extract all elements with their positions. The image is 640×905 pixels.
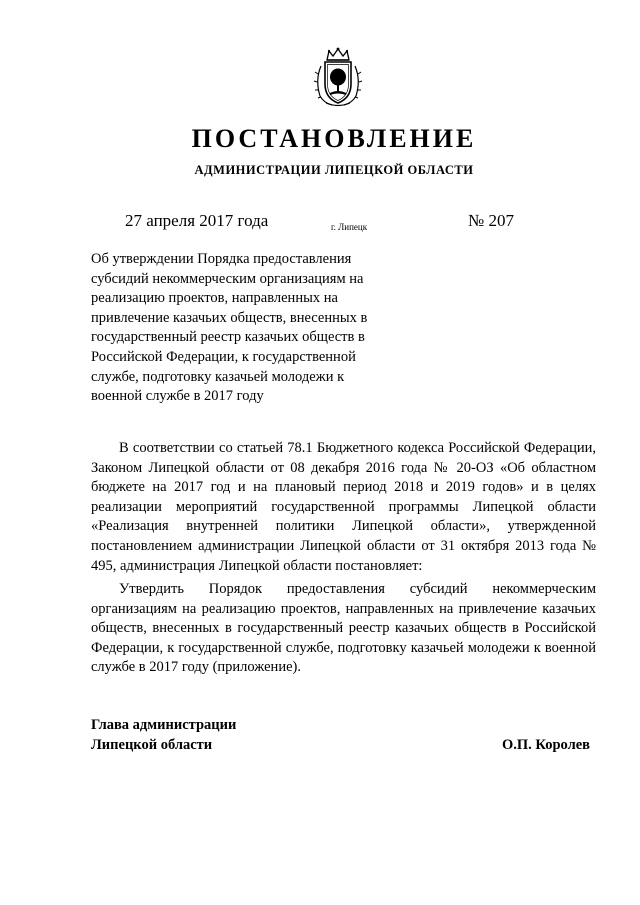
subject-line: реализацию проектов, направленных на	[91, 290, 338, 307]
coat-of-arms-icon	[312, 46, 364, 108]
subject-line: привлечение казачьих обществ, внесенных в	[91, 309, 368, 326]
document-type-title: ПОСТАНОВЛЕНИЕ	[191, 124, 477, 153]
subject-line: субсидий некоммерческим организациям на	[91, 270, 364, 287]
subject-line: Российской Федерации, к государственной	[91, 348, 356, 365]
subject-line: военной службе в 2017 году	[91, 388, 264, 405]
subject-line: службе, подготовку казачьей молодежи к	[91, 368, 345, 385]
signatory-title	[91, 716, 236, 755]
body-paragraph-preamble: В соответствии со статьей 78.1 Бюджетного кодекса Российской Федерации, Законом Липецкой области от 08 декабря 2016 года № 20-ОЗ «Об областном бюджете на 2017 год и на плановый период 2018 и 2019 годов» и в целях реализации мероприятий государственной программы Липецкой области «Реализация внутренней политики Липецкой области», утвержденной постановлением администрации Липецкой области от 31 октября 2013 года № 495, администрация Липецкой области постановляет:	[91, 440, 596, 574]
document-subject	[91, 250, 391, 407]
document-number: № 207	[468, 211, 514, 230]
subject-line: государственный реестр казачьих обществ в	[91, 329, 365, 346]
signatory-title-line: Глава администрации	[91, 717, 237, 733]
signatory-name: О.П. Королев	[502, 737, 590, 753]
body-paragraph-resolution: Утвердить Порядок предоставления субсидий некоммерческим организациям на реализацию проектов, направленных на привлечение казачьих обществ, внесенных в государственный реестр казачьих обществ в Российской Федерации, к государственной службе, подготовку казачьей молодежи к военной службе в 2017 году (приложение).	[91, 581, 596, 676]
subject-line: Об утверждении Порядка предоставления	[91, 251, 352, 267]
document-place: г. Липецк	[331, 222, 368, 232]
document-date: 27 апреля 2017 года	[125, 211, 269, 230]
signatory-title-line: Липецкой области	[91, 736, 213, 753]
issuer-name: АДМИНИСТРАЦИИ ЛИПЕЦКОЙ ОБЛАСТИ	[194, 163, 474, 177]
